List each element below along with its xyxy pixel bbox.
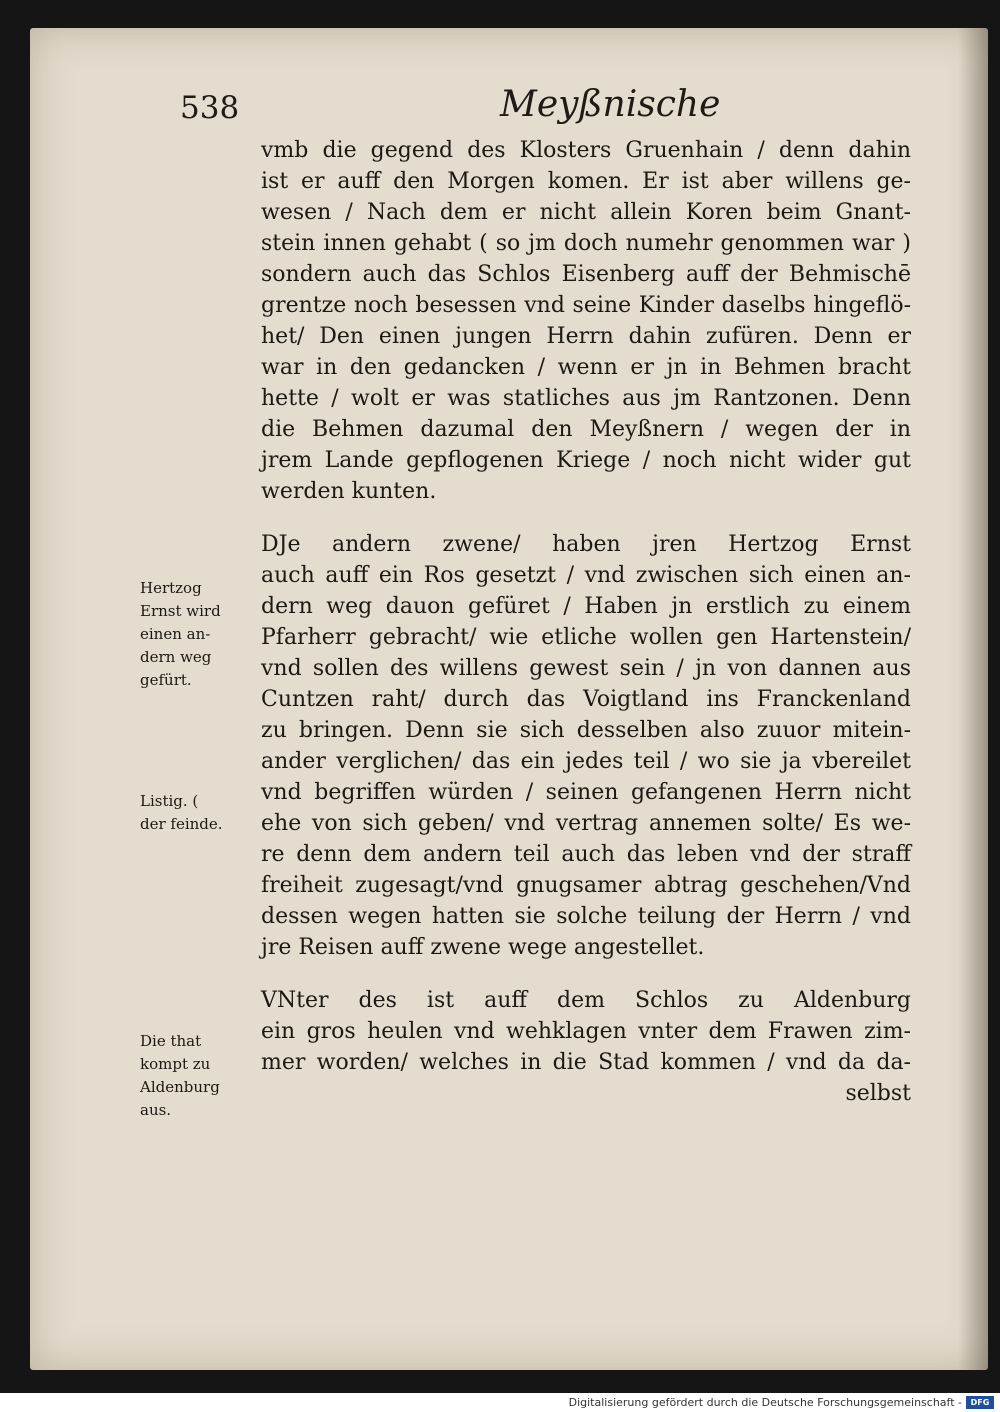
margin-note-line: aus. [140,1101,172,1119]
page-header [180,84,900,134]
paragraph-3 [261,985,911,1078]
margin-note-line: Ernst wird [140,602,221,620]
main-text [261,135,911,1109]
text-line: mer worden/ welches in die Stad kommen / vnd da da- [261,1050,911,1075]
text-line: vnd begriffen würden / seinen gefangenen Herrn nicht [261,780,911,805]
text-line: vmb die gegend des Klosters Gruenhain / denn dahin [261,138,911,163]
margin-note-line: Hertzog [140,579,202,597]
margin-note-line: Aldenburg [140,1078,220,1096]
text-line: vnd sollen des willens gewest sein / jn von dannen aus [261,656,911,681]
text-line: stein innen gehabt ( so jm doch numehr genommen war ) [261,231,911,256]
margin-note-die-that [140,1030,260,1122]
paragraph-1 [261,135,911,507]
catchword: selbst [845,1081,911,1106]
paragraph-gap [261,963,911,985]
text-line: grentze noch besessen vnd seine Kinder daselbs hingeflö- [261,293,911,318]
running-head: Meyßnische [500,84,721,125]
margin-note-listig [140,790,260,836]
page-number: 538 [180,90,240,126]
margin-note-hertzog [140,577,260,692]
text-line: hette / wolt er was statliches aus jm Rantzonen. Denn [261,386,911,411]
text-line: auch auff ein Ros gesetzt / vnd zwischen sich einen an- [261,563,911,588]
text-line: VNter des ist auff dem Schlos zu Aldenburg [261,988,911,1013]
text-line: dern weg dauon gefüret / Haben jn erstlich zu einem [261,594,911,619]
digitization-credit: Digitalisierung gefördert durch die Deutsche Forschungsgemeinschaft - [568,1396,962,1409]
page-edge-shadow [958,28,988,1370]
text-line: die Behmen dazumal den Meyßnern / wegen der in [261,417,911,442]
dfg-logo: DFG [966,1396,994,1409]
text-line: Cuntzen raht/ durch das Voigtland ins Franckenland [261,687,911,712]
text-line: werden kunten. [261,479,437,504]
text-line: ehe von sich geben/ vnd vertrag annemen solte/ Es we- [261,811,911,836]
margin-note-line: Listig. ( [140,792,199,810]
text-line: war in den gedancken / wenn er jn in Behmen bracht [261,355,911,380]
margin-note-line: einen an- [140,625,211,643]
margin-note-line: der feinde. [140,815,223,833]
text-line: ander verglichen/ das ein jedes teil / wo sie ja vbereilet [261,749,911,774]
text-line: ist er auff den Morgen komen. Er ist aber willens ge- [261,169,911,194]
text-line: dessen wegen hatten sie solche teilung der Herrn / vnd [261,904,911,929]
margin-note-line: kompt zu [140,1055,211,1073]
margin-note-line: gefürt. [140,671,192,689]
text-line: Pfarherr gebracht/ wie etliche wollen gen Hartenstein/ [261,625,911,650]
text-line: jre Reisen auff zwene wege angestellet. [261,935,705,960]
text-line: freiheit zugesagt/vnd gnugsamer abtrag geschehen/Vnd [261,873,911,898]
text-line: sondern auch das Schlos Eisenberg auff der Behmischē [261,262,911,287]
text-line: DJe andern zwene/ haben jren Hertzog Ernst [261,532,911,557]
text-line: ein gros heulen vnd wehklagen vnter dem Frawen zim- [261,1019,911,1044]
paragraph-gap [261,507,911,529]
text-line: wesen / Nach dem er nicht allein Koren beim Gnant- [261,200,911,225]
margin-note-line: dern weg [140,648,212,666]
text-line: het/ Den einen jungen Herrn dahin zufüren. Denn er [261,324,911,349]
text-line: re denn dem andern teil auch das leben vnd der straff [261,842,911,867]
text-line: jrem Lande gepflogenen Kriege / noch nicht wider gut [261,448,911,473]
text-line: zu bringen. Denn sie sich desselben also zuuor mitein- [261,718,911,743]
margin-note-line: Die that [140,1032,202,1050]
paragraph-2 [261,529,911,963]
